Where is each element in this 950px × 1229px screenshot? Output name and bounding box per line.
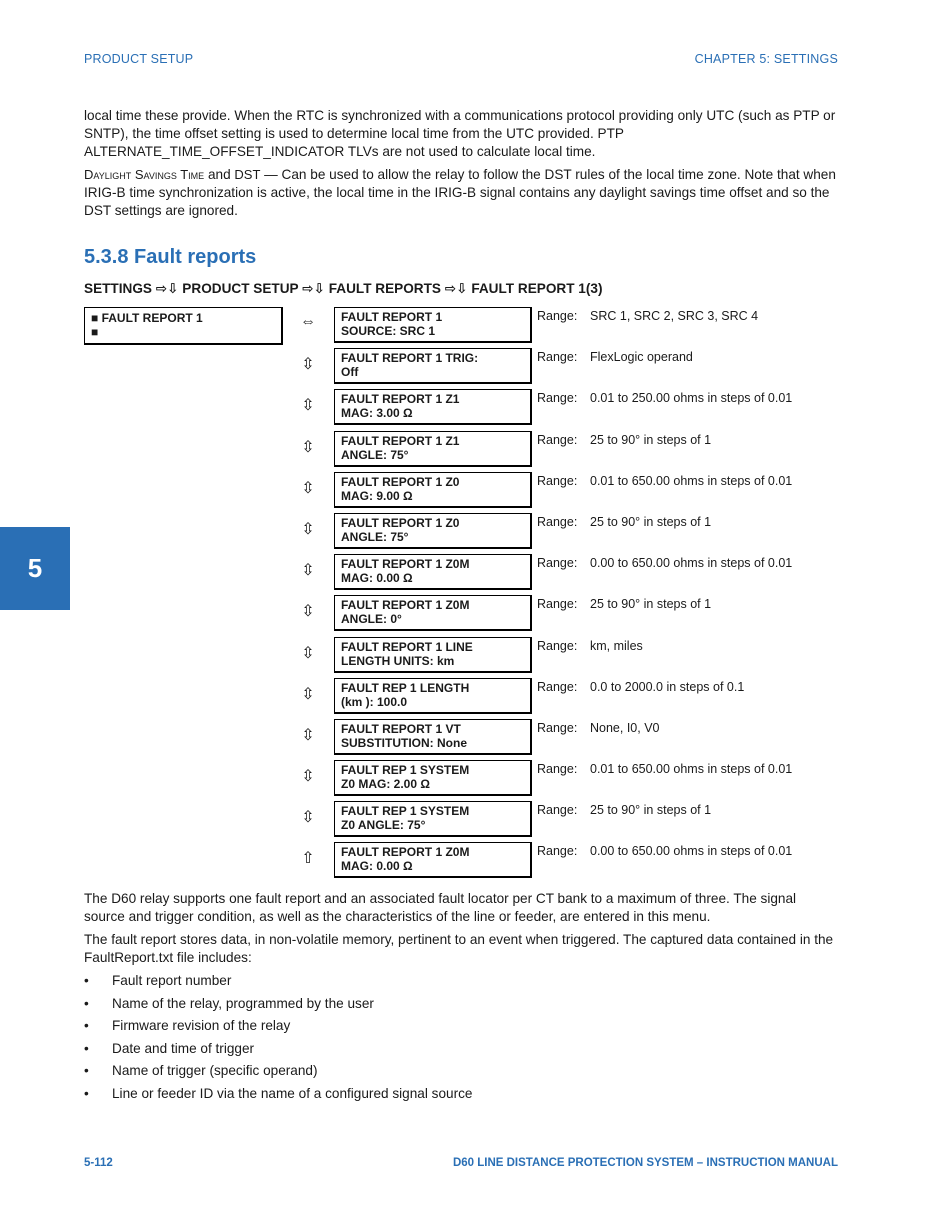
setting-display-box	[334, 513, 532, 549]
range-value: 0.01 to 650.00 ohms in steps of 0.01	[590, 473, 793, 488]
menu-heading-box	[84, 307, 283, 345]
range-value: FlexLogic operand	[590, 350, 693, 365]
range-label: Range:	[537, 597, 578, 612]
setting-name: FAULT REPORT 1 VT	[341, 721, 461, 736]
menu-path: SETTINGS ⇨⇩ PRODUCT SETUP ⇨⇩ FAULT REPORTS ⇨⇩ FAULT REPORT 1(3)	[84, 281, 603, 296]
setting-row	[298, 389, 858, 430]
setting-display-box	[334, 307, 532, 343]
range-value: SRC 1, SRC 2, SRC 3, SRC 4	[590, 309, 759, 323]
list-item: • Name of trigger (specific operand)	[84, 1062, 840, 1085]
setting-name: FAULT REPORT 1 Z1	[341, 433, 460, 448]
setting-display-box	[334, 595, 532, 631]
range-value: 0.00 to 650.00 ohms in steps of 0.01	[590, 844, 793, 859]
nav-arrow-icon: ⇳	[301, 809, 315, 827]
setting-name: FAULT REPORT 1 Z1	[341, 392, 460, 407]
nav-arrow-icon: ⇳	[301, 520, 315, 538]
setting-name: FAULT REPORT 1 Z0M	[341, 557, 470, 572]
setting-name: FAULT REPORT 1 Z0M	[341, 845, 470, 860]
setting-row	[298, 513, 858, 554]
setting-name: FAULT REPORT 1 Z0	[341, 515, 460, 530]
range-value: 0.0 to 2000.0 in steps of 0.1	[590, 679, 745, 694]
range-value: 25 to 90° in steps of 1	[590, 597, 712, 612]
nav-arrow-icon: ⇳	[301, 685, 315, 703]
range-label: Range:	[537, 309, 578, 323]
setting-display-box	[334, 801, 532, 837]
setting-row	[298, 842, 858, 883]
setting-row	[298, 431, 858, 472]
setting-row	[298, 801, 858, 842]
setting-value: MAG: 0.00 Ω	[341, 859, 413, 874]
setting-value: MAG: 3.00 Ω	[341, 406, 413, 421]
setting-value: ANGLE: 75°	[341, 447, 409, 462]
setting-display-box	[334, 760, 532, 796]
range-label: Range:	[537, 803, 578, 818]
nav-arrow-icon: ⇳	[301, 726, 315, 744]
range-value: km, miles	[590, 638, 643, 653]
setting-row	[298, 554, 858, 595]
range-value: 25 to 90° in steps of 1	[590, 514, 712, 529]
setting-value: Z0 ANGLE: 75°	[341, 818, 426, 833]
term-conjunction: and	[204, 167, 235, 182]
running-header-chapter: CHAPTER 5: SETTINGS	[694, 52, 838, 66]
range-label: Range:	[537, 350, 578, 365]
range-value: 0.01 to 650.00 ohms in steps of 0.01	[590, 762, 793, 777]
setting-name: FAULT REPORT 1 Z0M	[341, 598, 470, 613]
body-paragraph-1: The D60 relay supports one fault report and an associated fault locator per CT bank to a maximum of three. The signal source and trigger condition, as well as the characteristics of the line or feeder, are entered in this menu.	[84, 891, 797, 924]
nav-arrow-icon: ⇳	[301, 562, 315, 580]
setting-row	[298, 637, 858, 678]
range-label: Range:	[537, 679, 578, 694]
range-value: 0.01 to 250.00 ohms in steps of 0.01	[590, 391, 793, 406]
range-label: Range:	[537, 473, 578, 488]
setting-name: FAULT REP 1 LENGTH	[341, 680, 470, 695]
setting-row	[298, 719, 858, 760]
setting-value: LENGTH UNITS: km	[341, 653, 455, 668]
setting-name: FAULT REPORT 1 LINE	[341, 639, 473, 654]
setting-row	[298, 595, 858, 636]
nav-arrow-icon: ⇳	[301, 768, 315, 786]
nav-arrow-icon: ⇳	[301, 397, 315, 415]
body-text	[84, 890, 840, 1107]
range-value: 0.00 to 650.00 ohms in steps of 0.01	[590, 556, 793, 571]
nav-arrow-icon: ⇳	[301, 438, 315, 456]
chapter-tab: 5	[0, 527, 70, 610]
setting-name: FAULT REPORT 1 TRIG:	[341, 351, 479, 366]
setting-row	[298, 472, 858, 513]
list-item: • Firmware revision of the relay	[84, 1017, 840, 1040]
dst-description: — Can be used to allow the relay to follow the DST rules of the local time zone. Note that when IRIG-B time synchronization is active, the local time in the IRIG-B signal contains any daylight savings time offset and so the DST settings are ignored.	[84, 167, 836, 218]
setting-display-box	[334, 678, 532, 714]
range-label: Range:	[537, 556, 578, 571]
setting-row	[298, 348, 858, 389]
nav-arrow-icon: ⇳	[301, 479, 315, 497]
nav-arrow-icon: ⇳	[301, 644, 315, 662]
setting-value: SOURCE: SRC 1	[341, 324, 436, 338]
term-daylight-savings: Daylight Savings Time	[84, 167, 205, 182]
page-number: 5-112	[84, 1157, 113, 1169]
settings-list	[298, 307, 858, 884]
running-header-section: PRODUCT SETUP	[84, 52, 194, 66]
setting-display-box	[334, 554, 532, 590]
list-item: • Fault report number	[84, 972, 840, 995]
list-item: • Date and time of trigger	[84, 1040, 840, 1063]
setting-value: MAG: 9.00 Ω	[341, 488, 413, 503]
range-label: Range:	[537, 432, 578, 447]
section-title: 5.3.8 Fault reports	[84, 246, 257, 268]
term-dst: DST	[234, 167, 261, 182]
setting-value: MAG: 0.00 Ω	[341, 571, 413, 586]
setting-display-box	[334, 389, 532, 425]
setting-row	[298, 678, 858, 719]
setting-display-box	[334, 719, 532, 755]
range-label: Range:	[537, 720, 578, 735]
setting-display-box	[334, 637, 532, 673]
setting-value: ANGLE: 75°	[341, 529, 409, 544]
setting-row	[298, 760, 858, 801]
setting-value: (km ): 100.0	[341, 694, 408, 709]
range-label: Range:	[537, 844, 578, 859]
list-item: • Line or feeder ID via the name of a configured signal source	[84, 1085, 840, 1108]
setting-row	[298, 307, 858, 348]
setting-value: Z0 MAG: 2.00 Ω	[341, 777, 430, 792]
list-item: • Name of the relay, programmed by the user	[84, 995, 840, 1018]
setting-name: FAULT REPORT 1 Z0	[341, 474, 460, 489]
intro-paragraph-2	[84, 166, 840, 220]
setting-name: FAULT REPORT 1	[341, 310, 443, 324]
intro-text	[84, 107, 840, 298]
setting-value: ANGLE: 0°	[341, 612, 402, 627]
range-label: Range:	[537, 638, 578, 653]
body-paragraph-2: The fault report stores data, in non-volatile memory, pertinent to an event when triggered. The captured data contained in the FaultReport.txt file includes:	[84, 932, 834, 965]
setting-value: Off	[341, 365, 359, 380]
setting-name: FAULT REP 1 SYSTEM	[341, 763, 470, 778]
nav-arrow-icon: ⇳	[301, 603, 315, 621]
range-label: Range:	[537, 514, 578, 529]
nav-arrow-icon: ⇳	[301, 356, 315, 374]
range-value: None, I0, V0	[590, 720, 660, 735]
nav-arrow-icon: ⇧	[301, 850, 315, 868]
menu-heading-line2: ■	[91, 325, 99, 339]
data-bullet-list	[84, 972, 840, 1107]
setting-display-box	[334, 472, 532, 508]
intro-paragraph-1: local time these provide. When the RTC is synchronized with a communications protocol providing only UTC (such as PTP or SNTP), the time offset setting is used to determine local time from the UTC provided. PTP ALTERNATE_TIME_OFFSET_INDICATOR TLVs are not used to calculate local time.	[84, 108, 836, 159]
setting-display-box	[334, 431, 532, 467]
range-label: Range:	[537, 391, 578, 406]
setting-name: FAULT REP 1 SYSTEM	[341, 804, 470, 819]
menu-heading-line1: ■ FAULT REPORT 1	[91, 311, 203, 325]
range-value: 25 to 90° in steps of 1	[590, 432, 712, 447]
setting-value: SUBSTITUTION: None	[341, 735, 467, 750]
nav-arrow-icon: ⇔	[300, 313, 316, 330]
manual-title: D60 LINE DISTANCE PROTECTION SYSTEM – INSTRUCTION MANUAL	[452, 1157, 838, 1169]
setting-display-box	[334, 348, 532, 384]
setting-display-box	[334, 842, 532, 878]
range-label: Range:	[537, 762, 578, 777]
range-value: 25 to 90° in steps of 1	[590, 803, 712, 818]
